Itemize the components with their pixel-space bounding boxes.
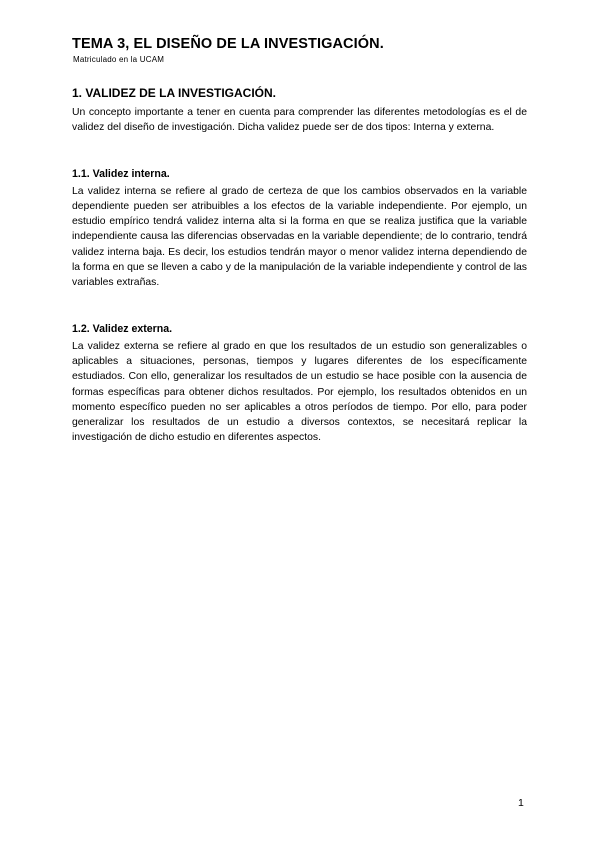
page-number: 1 [518,797,524,809]
section-spacer [72,291,527,322]
section-spacer [72,136,527,167]
subsection-paragraph-validez-interna: La validez interna se refiere al grado de certeza de que los cambios observados en la variable dependiente pueden ser atribuibles a los efectos de la variable independiente. Por ejemplo, un estudio empírico tendrá validez interna alta si la forma en que se realiza justifica que la variable independiente causa las diferencias observadas en la variable dependiente; de lo contrario, tendrá validez interna baja. Es decir, los estudios tendrán mayor o menor validez interna dependiendo de la forma en que se lleven a cabo y de la manipulación de la variable independiente y control de las variables extrañas. [72,185,527,289]
document-title: TEMA 3, EL DISEÑO DE LA INVESTIGACIÓN. [72,36,384,52]
document-subtitle: Matriculado en la UCAM [73,55,165,64]
subsection-paragraph-validez-externa: La validez externa se refiere al grado en que los resultados de un estudio son generalizables o aplicables a situaciones, personas, tiempos y lugares diferentes de los específicamente estudiados. Con ello, generalizar los resultados de un estudio se hace posible con la ausencia de formas específicas para obtener dichos resultados. Por ejemplo, los resultados obtenidos en un momento específico pueden no ser aplicables a otros períodos de tiempo. Por ello, para poder generalizar los resultados de un estudio a diversos contextos, se necesitará replicar la investigación de dicho estudio en diferentes aspectos. [72,340,527,444]
section-heading-validez: 1. VALIDEZ DE LA INVESTIGACIÓN. [72,86,277,100]
section-paragraph-validez: Un concepto importante a tener en cuenta para comprender las diferentes metodologías es el de validez del diseño de investigación. Dicha validez puede ser de dos tipos: Interna y externa. [72,107,527,134]
subsection-heading-validez-externa: 1.2. Validez externa. [72,322,173,335]
subsection-heading-validez-interna: 1.1. Validez interna. [72,167,170,180]
document-body [72,86,527,446]
